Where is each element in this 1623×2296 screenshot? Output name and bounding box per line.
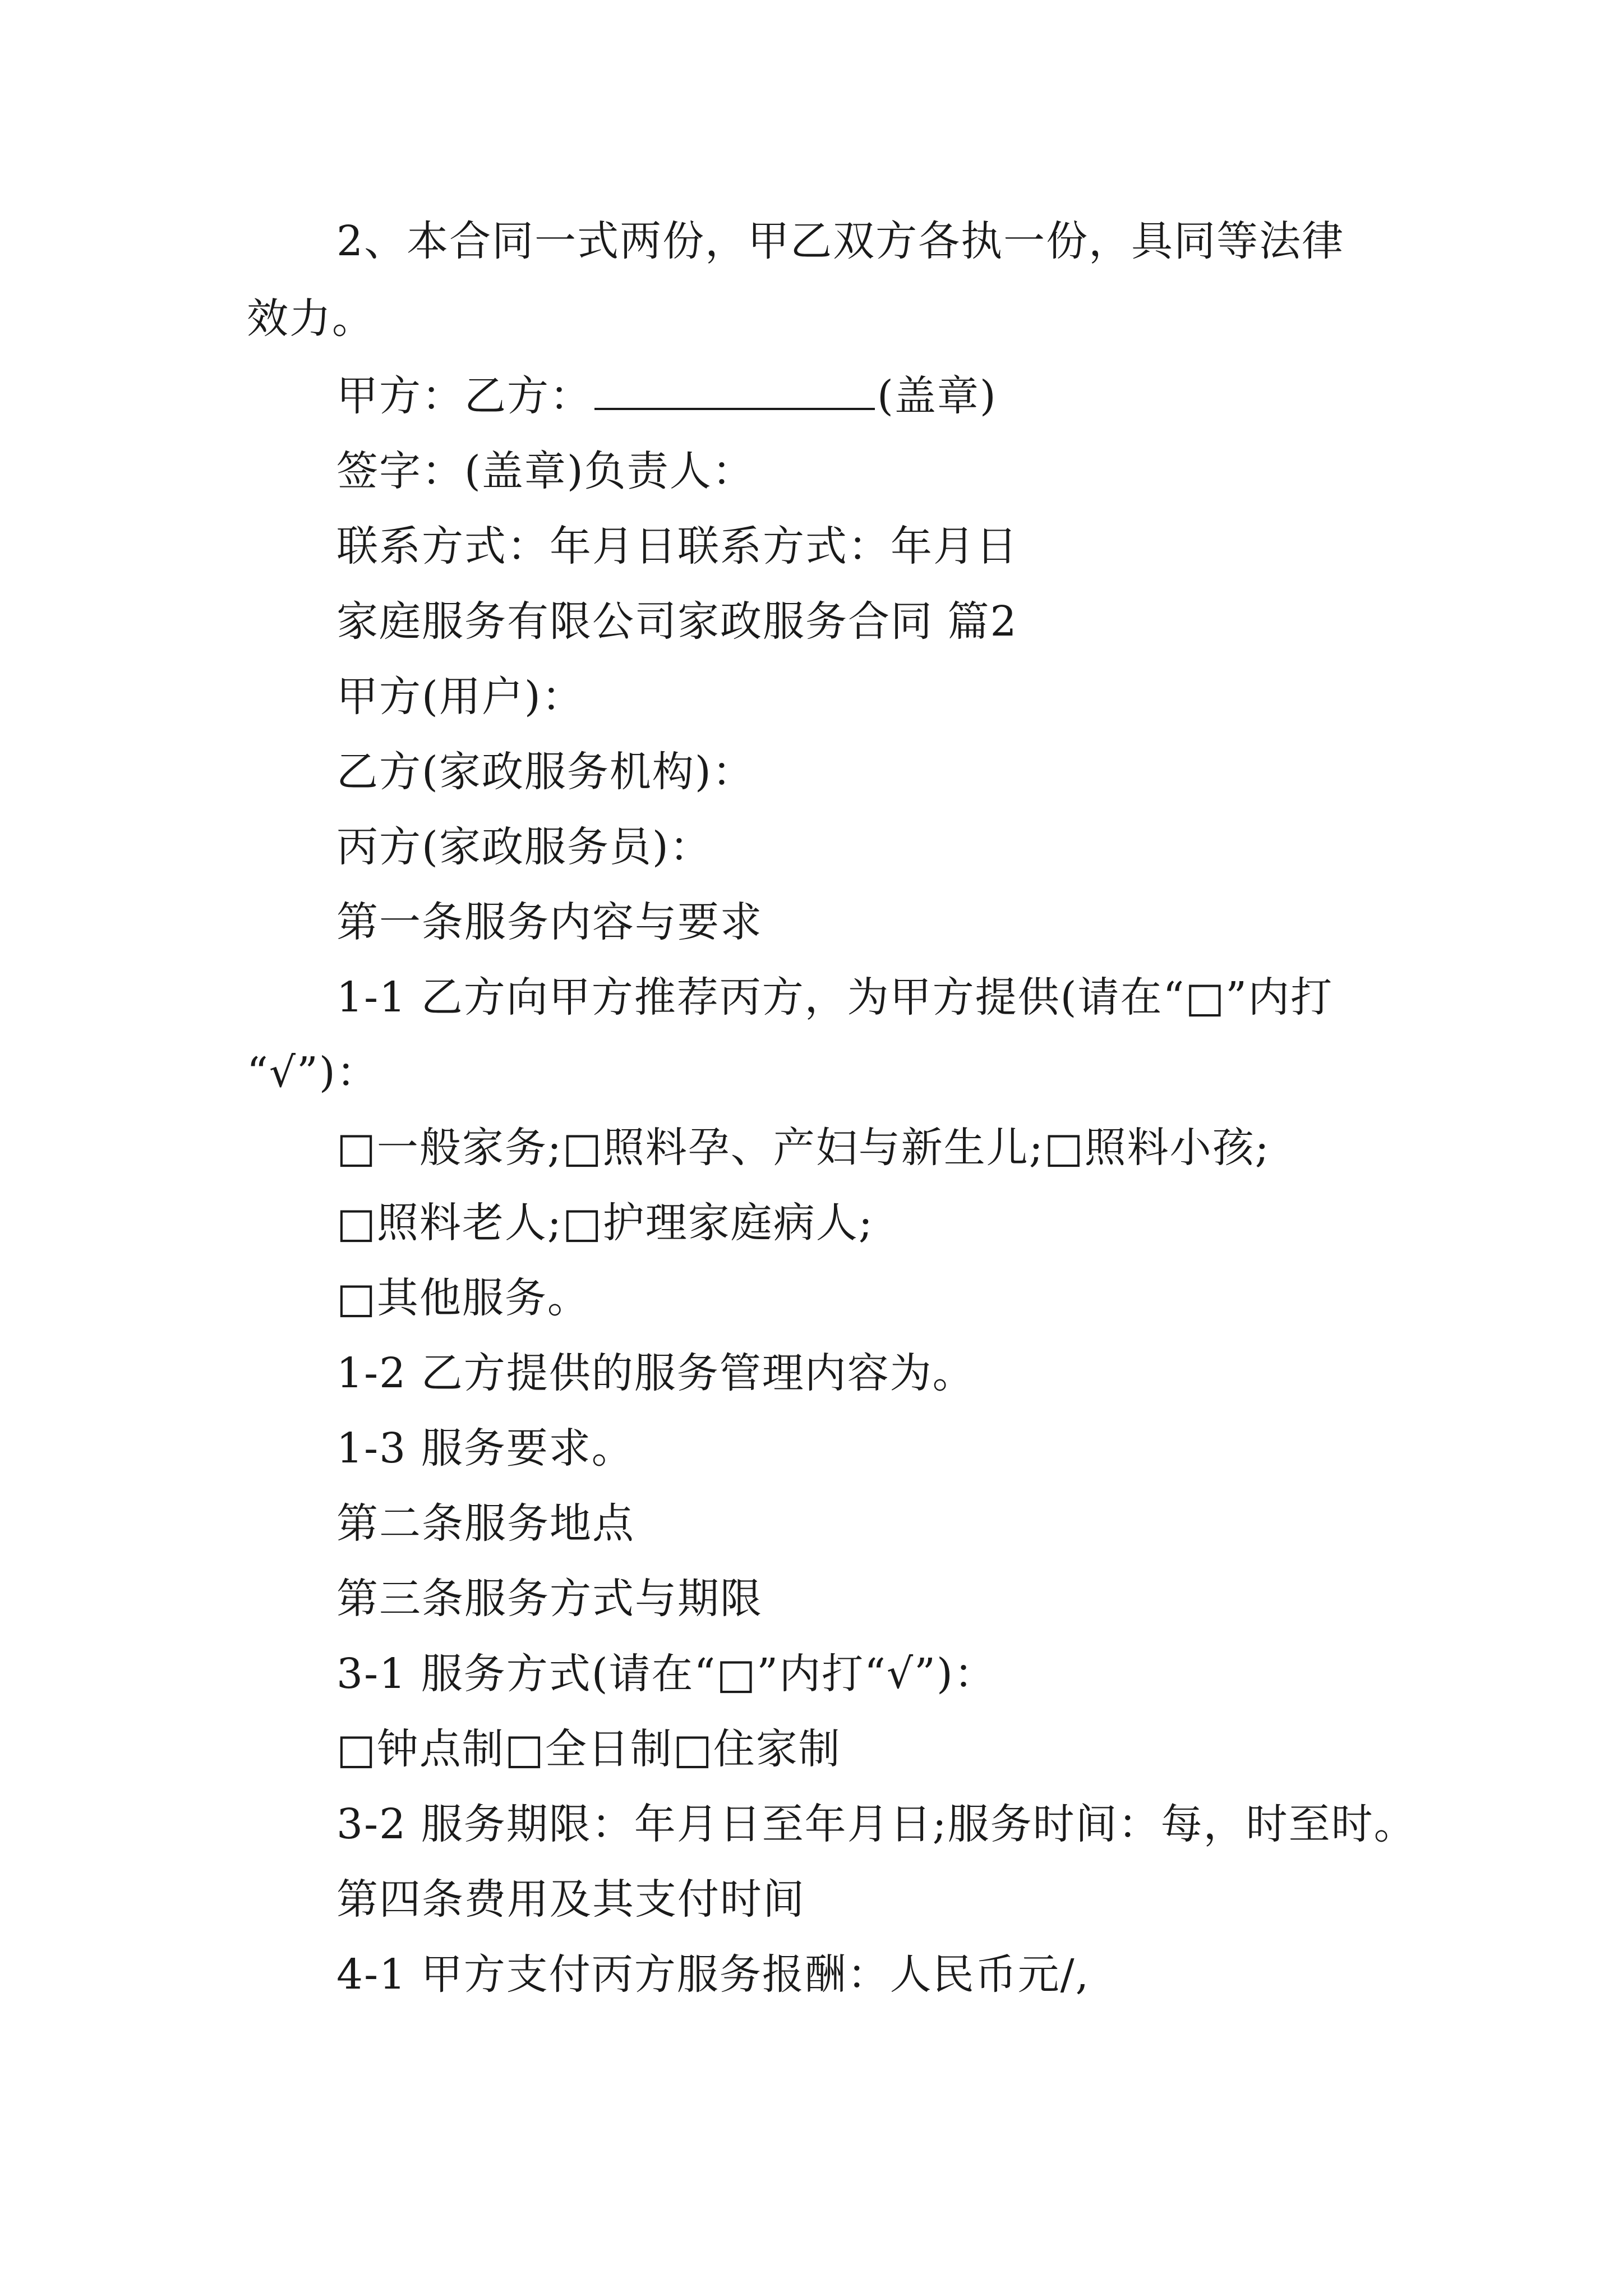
contract-copies-clause-cont: 效力。 [247, 295, 375, 343]
service-options-1: □一般家务;□照料孕、产妇与新生儿;□照料小孩; [336, 1124, 1270, 1172]
article-4-heading: 第四条费用及其支付时间 [336, 1875, 805, 1924]
party-b-line: 乙方(家政服务机构)： [336, 748, 755, 796]
signature-blank [594, 373, 875, 410]
article-1-heading: 第一条服务内容与要求 [336, 898, 763, 946]
clause-1-3: 1-3 服务要求。 [336, 1424, 634, 1473]
party-signature-line [336, 368, 997, 424]
party-a-line: 甲方(用户)： [336, 673, 584, 721]
article-3-heading: 第三条服务方式与期限 [336, 1575, 763, 1623]
contract-copies-clause: 2、本合同一式两份，甲乙双方各执一份，具同等法律 [336, 217, 1345, 265]
clause-1-1: 1-1 乙方向甲方推荐丙方，为甲方提供(请在“□”内打 [336, 973, 1334, 1022]
clause-1-2: 1-2 乙方提供的服务管理内容为。 [336, 1349, 975, 1397]
clause-4-1: 4-1 甲方支付丙方服务报酬：人民币元/, [336, 1950, 1090, 1999]
clause-3-1: 3-1 服务方式(请在“□”内打“√”)： [336, 1650, 997, 1698]
seal-label: (盖章) [877, 372, 997, 420]
party-c-line: 丙方(家政服务员)： [336, 823, 712, 871]
contact-line: 联系方式：年月日联系方式：年月日 [336, 522, 1018, 570]
clause-3-2: 3-2 服务期限：年月日至年月日;服务时间：每，时至时。 [336, 1800, 1417, 1848]
sign-line: 签字：(盖章)负责人： [336, 447, 755, 495]
service-options-2: □照料老人;□护理家庭病人; [336, 1199, 874, 1247]
party-label: 甲方：乙方： [336, 372, 592, 420]
service-mode-options: □钟点制□全日制□住家制 [336, 1725, 841, 1773]
section-title: 家庭服务有限公司家政服务合同 篇2 [336, 597, 1018, 646]
clause-1-1-cont: “√”)： [247, 1048, 379, 1097]
article-2-heading: 第二条服务地点 [336, 1499, 635, 1548]
service-options-3: □其他服务。 [336, 1274, 590, 1322]
